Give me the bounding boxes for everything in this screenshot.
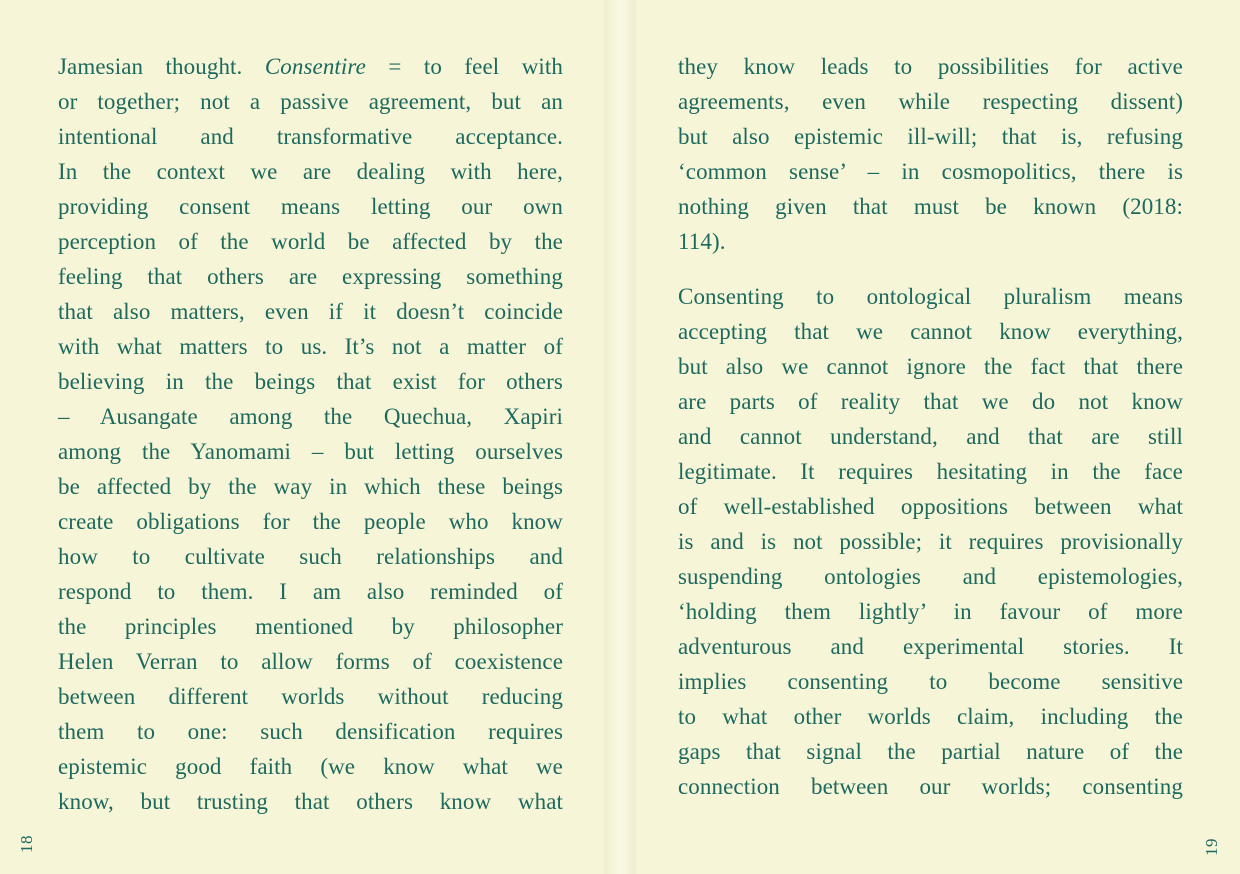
text-line: but also we cannot ignore the fact that there — [678, 354, 1183, 379]
text-line: they know leads to possibilities for active — [678, 54, 1183, 79]
text-line: agreements, even while respecting dissent) — [678, 89, 1183, 114]
text-line: them to one: such densification requires — [58, 719, 563, 744]
text-line: is and is not possible; it requires provisionally — [678, 529, 1183, 554]
page-right-text — [678, 49, 1183, 804]
text-line: and cannot understand, and that are still — [678, 424, 1183, 449]
text-line: nothing given that must be known (2018: — [678, 194, 1183, 219]
text-line: gaps that signal the partial nature of the — [678, 739, 1183, 764]
text-line: the principles mentioned by philosopher — [58, 614, 563, 639]
text-line: providing consent means letting our own — [58, 194, 563, 219]
text-line: – Ausangate among the Quechua, Xapiri — [58, 404, 563, 429]
text-line: of well-established oppositions between what — [678, 494, 1183, 519]
text-line: that also matters, even if it doesn’t coincide — [58, 299, 563, 324]
text-line: epistemic good faith (we know what we — [58, 754, 563, 779]
text-line: know, but trusting that others know what — [58, 789, 563, 814]
text-line: Helen Verran to allow forms of coexistence — [58, 649, 563, 674]
text-line: to what other worlds claim, including the — [678, 704, 1183, 729]
page-left-text — [58, 49, 563, 819]
text-line: but also epistemic ill-will; that is, refusing — [678, 124, 1183, 149]
text-line: suspending ontologies and epistemologies, — [678, 564, 1183, 589]
text-segment: = to feel with — [365, 54, 564, 79]
text-line: perception of the world be affected by the — [58, 229, 563, 254]
text-line: create obligations for the people who know — [58, 509, 563, 534]
page-number-right: 19 — [1202, 838, 1221, 856]
text-line: accepting that we cannot know everything, — [678, 319, 1183, 344]
text-line: respond to them. I am also reminded of — [58, 579, 563, 604]
text-line: adventurous and experimental stories. It — [678, 634, 1183, 659]
text-line: believing in the beings that exist for others — [58, 369, 563, 394]
text-line: In the context we are dealing with here, — [58, 159, 563, 184]
text-line: ‘holding them lightly’ in favour of more — [678, 599, 1183, 624]
text-line: 114). — [678, 229, 726, 254]
paragraph — [678, 279, 1183, 804]
text-line: are parts of reality that we do not know — [678, 389, 1183, 414]
text-line: connection between our worlds; consenting — [678, 774, 1183, 799]
text-segment: Jamesian thought. — [58, 54, 265, 79]
text-line: how to cultivate such relationships and — [58, 544, 563, 569]
text-line: with what matters to us. It’s not a matter of — [58, 334, 563, 359]
paragraph — [58, 49, 563, 819]
page-number-left: 18 — [17, 835, 36, 853]
text-line: implies consenting to become sensitive — [678, 669, 1183, 694]
text-line: or together; not a passive agreement, but an — [58, 89, 563, 114]
paragraph — [678, 49, 1183, 259]
text-line: among the Yanomami – but letting ourselves — [58, 439, 563, 464]
text-line: ‘common sense’ – in cosmopolitics, there is — [678, 159, 1183, 184]
text-line: intentional and transformative acceptance. — [58, 124, 563, 149]
text-line — [58, 49, 563, 84]
text-line: legitimate. It requires hesitating in the face — [678, 459, 1183, 484]
text-line: between different worlds without reducing — [58, 684, 563, 709]
text-line: be affected by the way in which these beings — [58, 474, 563, 499]
page-right — [620, 0, 1240, 874]
text-line: feeling that others are expressing something — [58, 264, 563, 289]
italic-term: Consentire — [264, 54, 366, 79]
text-line: Consenting to ontological pluralism means — [678, 284, 1183, 309]
